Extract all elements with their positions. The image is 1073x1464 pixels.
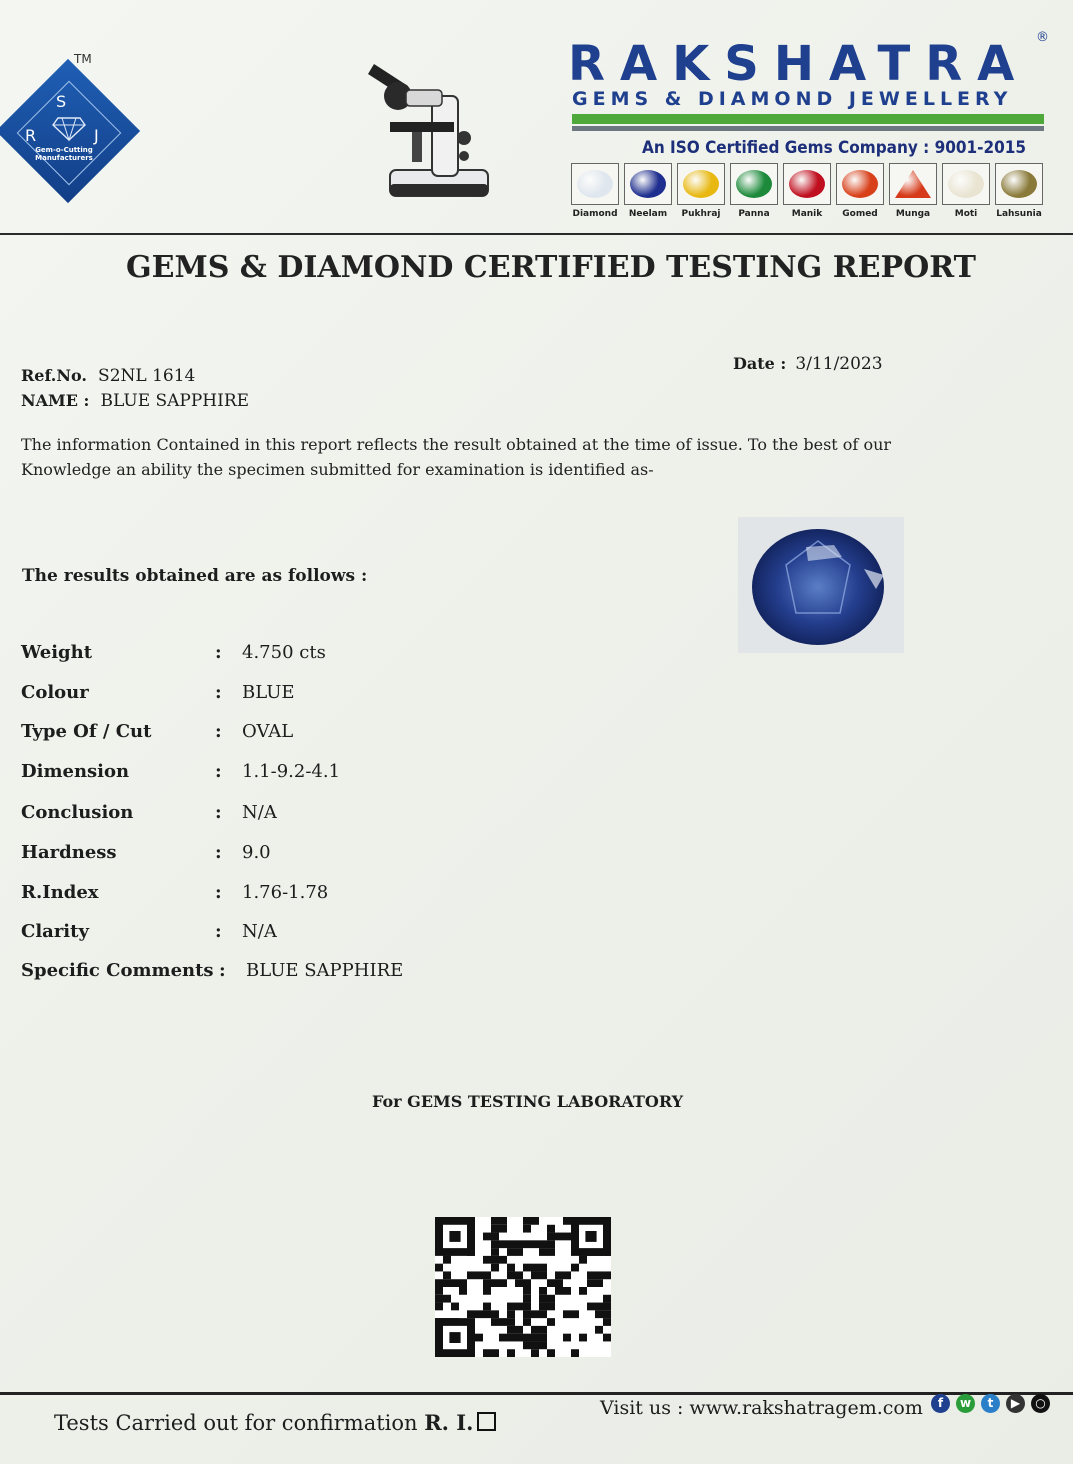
gem-swatch-box [677,163,725,205]
gem-lahsunia [994,163,1044,223]
result-label: Hardness [21,842,117,863]
munga-stone-icon [895,170,931,198]
logo-subtext-line2: Manufacturers [35,154,93,162]
gem-diamond [570,163,620,223]
qr-code [435,1217,611,1357]
result-value: N/A [242,921,277,942]
gem-label: Neelam [628,209,668,219]
result-label: R.Index [21,882,99,903]
brand-subtitle: GEMS & DIAMOND JEWELLERY [572,88,1013,110]
gem-name [21,391,249,411]
result-label: Weight [21,642,93,663]
logo-letter-s: S [56,92,67,111]
result-row [21,960,621,990]
result-label: Specific Comments [21,960,214,981]
result-value: 1.76-1.78 [242,882,329,903]
gem-label: Munga [895,209,931,219]
result-colon: : [215,761,222,782]
footer-website: Visit us : www.rakshatragem.com [600,1397,923,1419]
result-row [21,761,621,791]
gem-panna [729,163,779,223]
lahsunia-stone-icon [1001,170,1037,198]
youtube-icon[interactable]: ▶ [1006,1394,1025,1413]
result-label: Conclusion [21,802,134,823]
brand-grey-bar [572,126,1044,131]
microscope-icon [368,52,496,202]
result-value: OVAL [242,721,294,742]
diamond-stone-icon [577,170,613,198]
result-row [21,642,621,672]
result-row [21,882,621,912]
result-value: N/A [242,802,277,823]
gomed-stone-icon [842,170,878,198]
instagram-icon[interactable]: ○ [1031,1394,1050,1413]
panna-stone-icon [736,170,772,198]
result-label: Colour [21,682,89,703]
twitter-icon[interactable]: t [981,1394,1000,1413]
gem-neelam [623,163,673,223]
date-value: 3/11/2023 [795,354,883,374]
pukhraj-stone-icon [683,170,719,198]
ref-value: S2NL 1614 [98,366,196,386]
gem-label: Manik [791,209,823,219]
logo-diamond-icon [52,116,86,142]
gemstone-photo [738,517,904,653]
results-heading: The results obtained are as follows : [22,566,368,586]
gem-pukhraj [676,163,726,223]
report-date [733,354,883,374]
iso-certification: An ISO Certified Gems Company : 9001-2015 [642,138,1027,158]
gem-strip [570,163,1050,225]
ref-label: Ref.No. [21,366,87,385]
result-colon: : [215,721,222,742]
ref-number [21,366,195,386]
trademark-mark: TM [74,52,92,66]
name-label: NAME : [21,391,90,410]
confirmation-text: Tests Carried out for confirmation [54,1411,418,1435]
result-value: 4.750 cts [242,642,326,663]
brand-green-bar [572,114,1044,124]
result-row [21,842,621,872]
gem-swatch-box [995,163,1043,205]
header-divider [0,233,1073,235]
result-value: BLUE [242,682,295,703]
result-value: 9.0 [242,842,271,863]
logo-letter-r: R [25,126,37,145]
result-row [21,682,621,712]
result-label: Clarity [21,921,89,942]
result-label: Type Of / Cut [21,721,152,742]
result-colon: : [215,882,222,903]
gem-swatch-box [889,163,937,205]
gem-swatch-box [730,163,778,205]
date-label: Date : [733,354,787,373]
registered-mark: ® [1036,30,1049,45]
result-label: Dimension [21,761,130,782]
facebook-icon[interactable]: f [931,1394,950,1413]
lab-signature-line: For GEMS TESTING LABORATORY [372,1092,684,1111]
logo-subtext-line1: Gem-o-Cutting [35,146,93,154]
logo-subtext [28,146,100,162]
result-colon: : [219,960,226,981]
gem-swatch-box [624,163,672,205]
result-row [21,802,621,832]
report-title: GEMS & DIAMOND CERTIFIED TESTING REPORT [126,250,976,285]
checkbox-square-icon [477,1412,496,1431]
gem-label: Panna [738,209,770,219]
gem-swatch-box [783,163,831,205]
name-value: BLUE SAPPHIRE [100,391,250,411]
gem-munga [888,163,938,223]
result-colon: : [215,842,222,863]
gem-label: Lahsunia [996,209,1042,219]
result-value: BLUE SAPPHIRE [246,960,404,981]
gem-label: Gomed [842,209,878,219]
neelam-stone-icon [630,170,666,198]
gem-moti [941,163,991,223]
gem-label: Pukhraj [681,209,721,219]
gem-label: Moti [954,209,978,219]
intro-paragraph: The information Contained in this report reflects the result obtained at the time of issue. To the best of our Knowledge an ability the specimen submitted for examination is identified as- [21,435,892,479]
gem-swatch-box [942,163,990,205]
result-colon: : [215,802,222,823]
gem-swatch-box [571,163,619,205]
result-colon: : [215,921,222,942]
brand-name: RAKSHATRA [568,36,1030,92]
manik-stone-icon [789,170,825,198]
result-row [21,921,621,951]
logo-letter-j: J [94,126,99,145]
gem-swatch-box [836,163,884,205]
result-row [21,721,621,751]
gem-manik [782,163,832,223]
gem-label: Diamond [572,209,618,219]
result-colon: : [215,682,222,703]
footer-confirmation [54,1410,496,1435]
result-value: 1.1-9.2-4.1 [242,761,341,782]
result-colon: : [215,642,222,663]
whatsapp-icon[interactable]: w [956,1394,975,1413]
blue-sapphire-image [738,517,904,653]
moti-stone-icon [948,170,984,198]
footer-divider [0,1392,1073,1395]
gem-gomed [835,163,885,223]
confirmation-ri: R. I. [424,1410,474,1435]
